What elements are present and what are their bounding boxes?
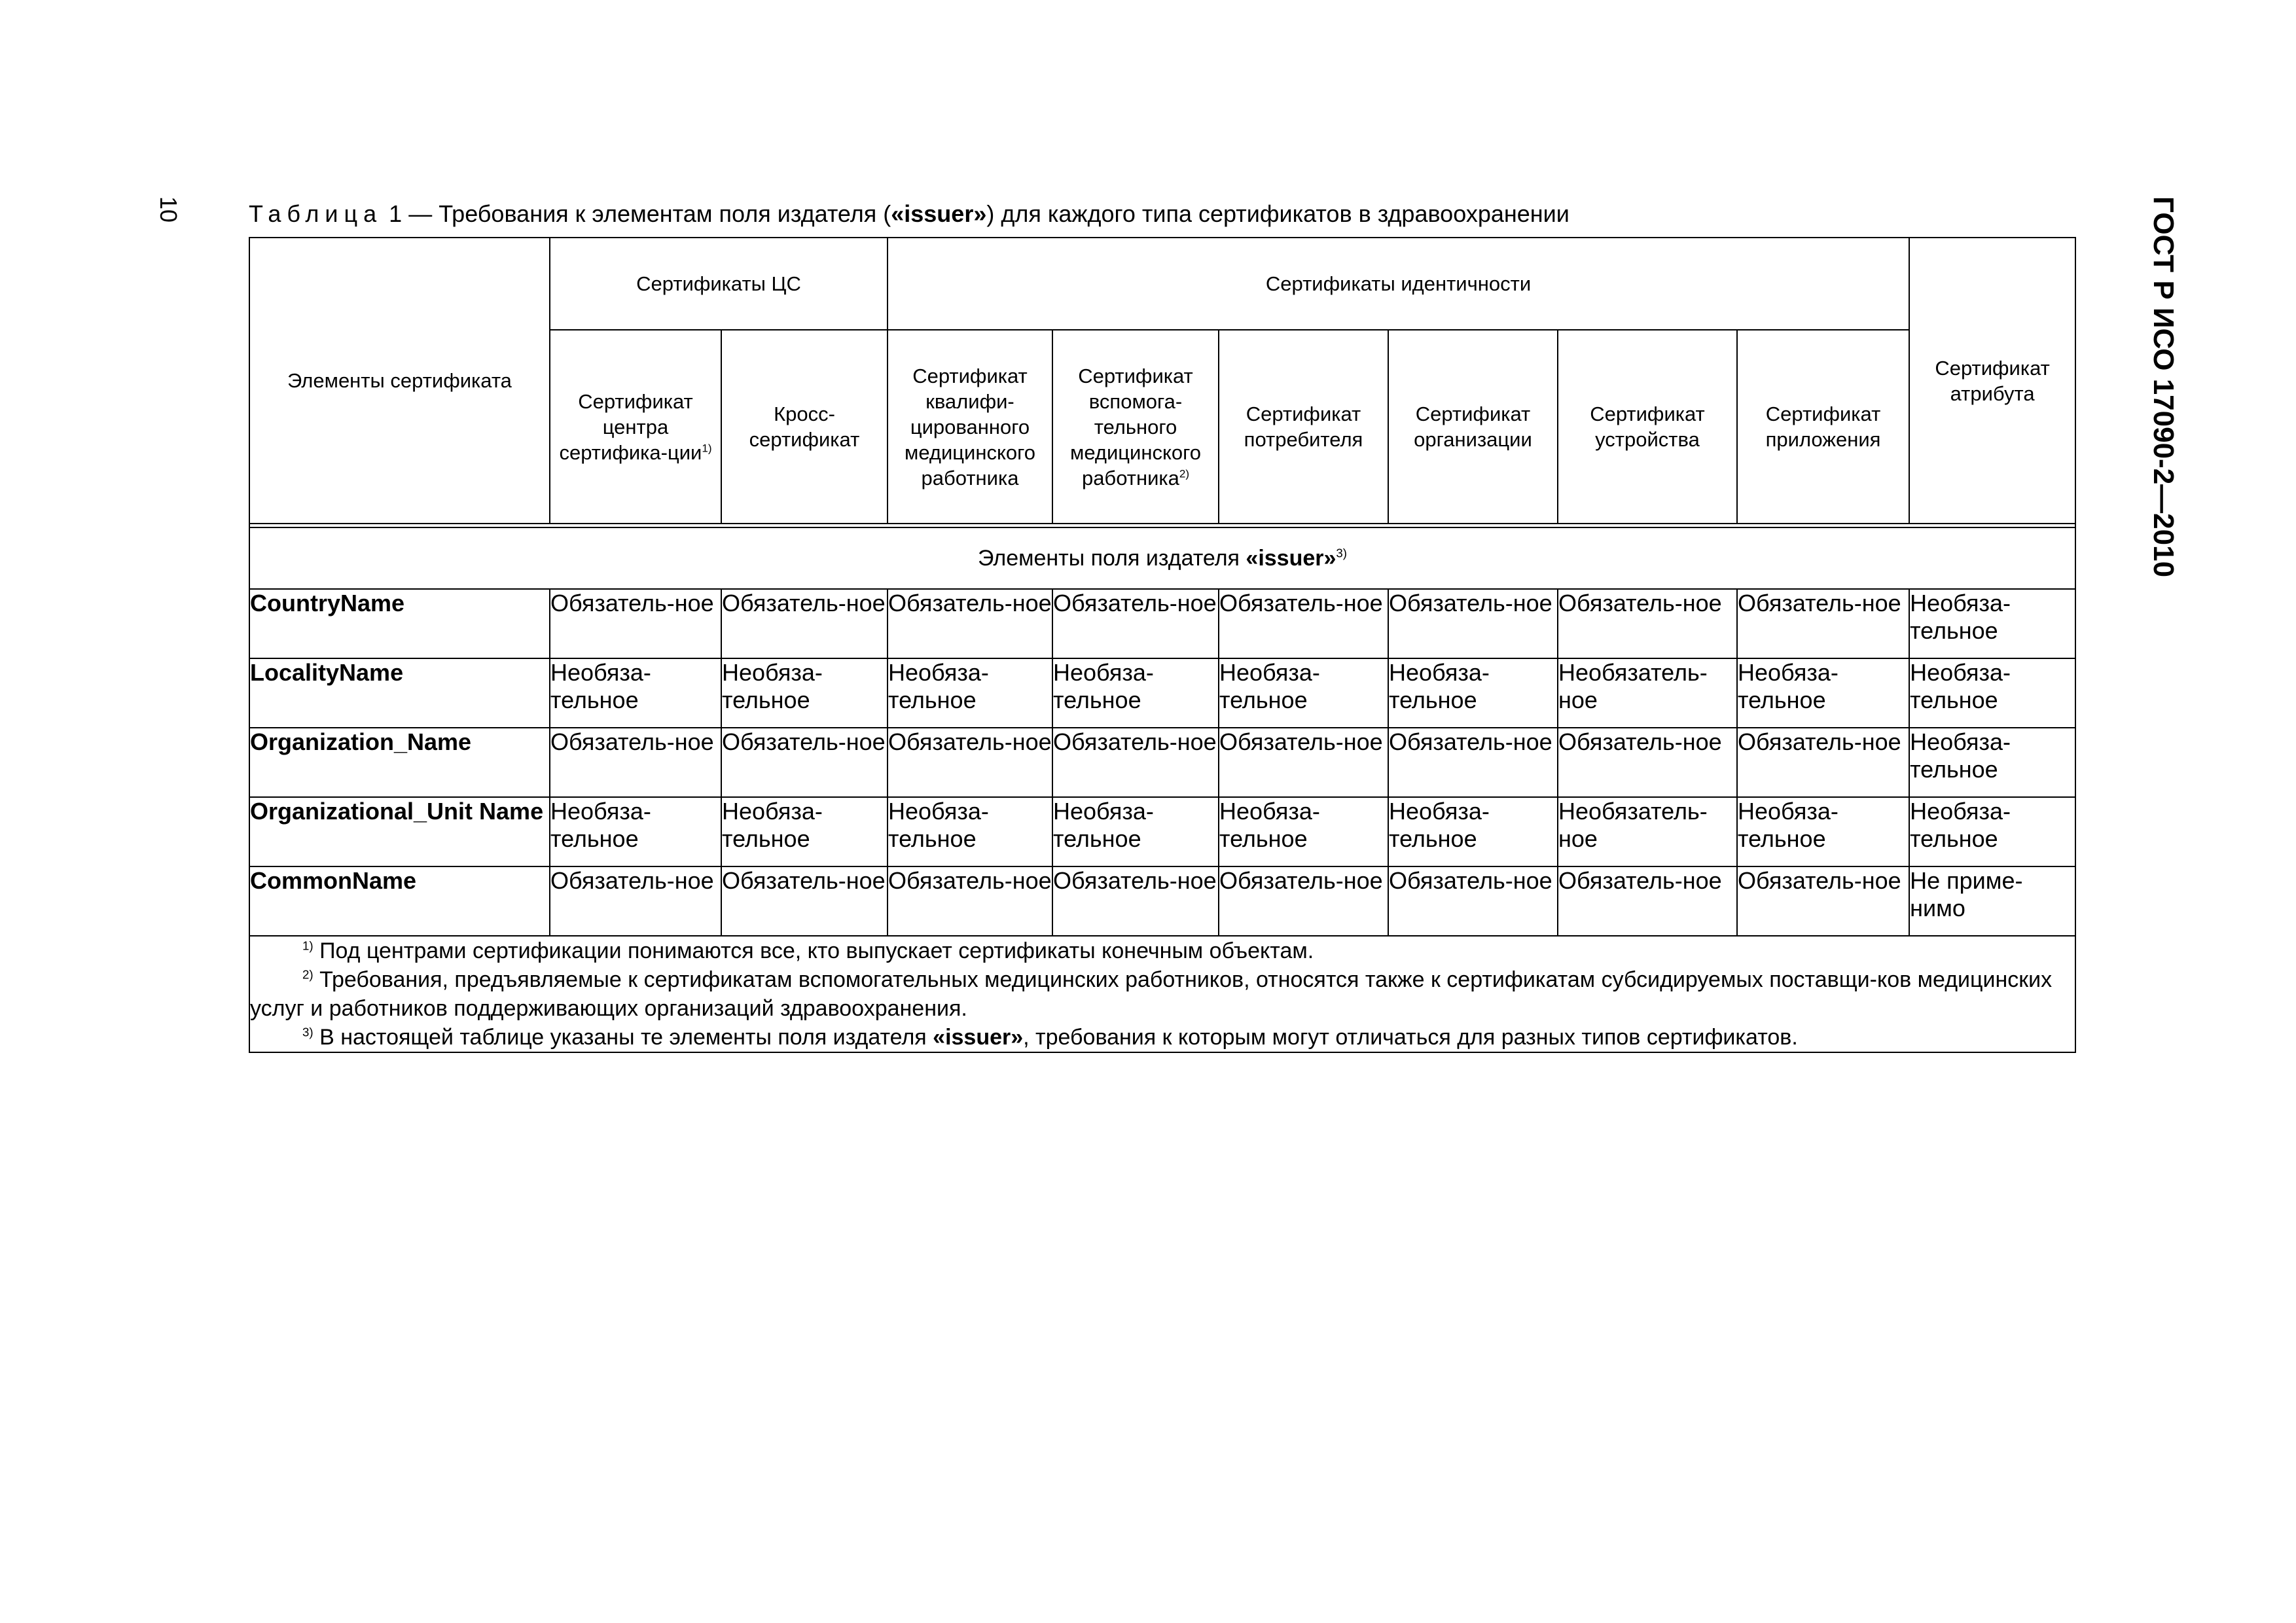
table-cell: Обязатель-ное — [1219, 866, 1388, 936]
footnote-mark: 2) — [302, 967, 314, 982]
header-group-identity: Сертификаты идентичности — [888, 238, 1909, 330]
table-cell: Обязатель-ное — [1558, 589, 1737, 658]
header-consumer: Сертификат потребителя — [1219, 330, 1388, 524]
header-device: Сертификат устройства — [1558, 330, 1737, 524]
table-cell: Необязатель-ное — [1558, 797, 1737, 866]
header-cross: Кросс-сертификат — [721, 330, 888, 524]
table-cell: Обязатель-ное — [1558, 866, 1737, 936]
table-cell: Обязатель-ное — [888, 866, 1052, 936]
table-row — [249, 658, 2075, 728]
table-cell: Необяза-тельное — [1909, 728, 2075, 797]
footnote-3 — [250, 1023, 2075, 1052]
table-cell: Обязатель-ное — [1737, 589, 1909, 658]
footnote-mark: 3) — [302, 1025, 314, 1039]
table-cell: Необяза-тельное — [721, 658, 888, 728]
table-cell: Обязатель-ное — [1052, 589, 1219, 658]
table-cell: Обязатель-ное — [1388, 866, 1558, 936]
table-cell: Необяза-тельное — [1219, 797, 1388, 866]
header-group-ca: Сертификаты ЦС — [550, 238, 888, 330]
table-cell: Обязатель-ное — [1219, 728, 1388, 797]
header-organization: Сертификат организации — [1388, 330, 1558, 524]
table-cell: Необяза-тельное — [1737, 658, 1909, 728]
table-cell: Обязатель-ное — [550, 728, 721, 797]
table-cell: Необяза-тельное — [1052, 658, 1219, 728]
table-cell: Обязатель-ное — [1052, 728, 1219, 797]
section-sup: 3) — [1336, 546, 1348, 560]
table-cell: Обязатель-ное — [550, 866, 721, 936]
table-cell: Обязатель-ное — [888, 589, 1052, 658]
caption-number-text: 1 — Требования к элементам поля издателя ( — [389, 200, 891, 227]
table-cell: Обязатель-ное — [1219, 589, 1388, 658]
footnotes — [249, 936, 2075, 1052]
section-title — [249, 527, 2075, 589]
header-auxiliary-sup: 2) — [1179, 467, 1190, 480]
table-cell: Обязатель-ное — [888, 728, 1052, 797]
header-attribute: Сертификат атрибута — [1909, 238, 2075, 524]
row-name-country: CountryName — [249, 589, 550, 658]
table-cell: Обязатель-ное — [721, 589, 888, 658]
table-cell: Необязатель-ное — [1558, 658, 1737, 728]
footnote-mark: 1) — [302, 938, 314, 953]
row-name-locality: LocalityName — [249, 658, 550, 728]
table-cell: Не приме-нимо — [1909, 866, 2075, 936]
table-cell: Обязатель-ное — [1737, 866, 1909, 936]
table-cell: Необяза-тельное — [1909, 797, 2075, 866]
row-name-organization: Organization_Name — [249, 728, 550, 797]
table-row — [249, 589, 2075, 658]
table-cell: Необяза-тельное — [721, 797, 888, 866]
row-name-common: CommonName — [249, 866, 550, 936]
header-ca-center-label: Сертификат центра сертифика-ции — [559, 389, 702, 464]
page-number: 10 — [155, 196, 182, 223]
caption-issuer: «issuer» — [891, 200, 987, 227]
caption-suffix: ) для каждого типа сертификатов в здравоохранении — [986, 200, 1570, 227]
table-cell: Обязатель-ное — [550, 589, 721, 658]
table-cell: Необяза-тельное — [888, 658, 1052, 728]
issuer-requirements-table — [249, 237, 2076, 1053]
header-auxiliary-label: Сертификат вспомога-тельного медицинского работника — [1070, 364, 1201, 490]
table-cell: Обязатель-ное — [1388, 728, 1558, 797]
section-text: Элементы поля издателя — [978, 545, 1246, 571]
table-cell: Обязатель-ное — [1558, 728, 1737, 797]
footnote-text-end: , требования к которым могут отличаться для разных типов сертификатов. — [1023, 1025, 1798, 1050]
table-cell: Необяза-тельное — [550, 658, 721, 728]
table-cell: Необяза-тельное — [1737, 797, 1909, 866]
table-cell: Необяза-тельное — [1219, 658, 1388, 728]
table-cell: Необяза-тельное — [1388, 797, 1558, 866]
header-qualified: Сертификат квалифи-цированного медицинского работника — [888, 330, 1052, 524]
table-cell: Необяза-тельное — [1909, 658, 2075, 728]
footnote-issuer: «issuer» — [933, 1025, 1024, 1050]
section-issuer: «issuer» — [1246, 545, 1336, 571]
footnote-text: Под центрами сертификации понимаются все, кто выпускает сертификаты конечным объектам. — [319, 938, 1314, 963]
table-cell: Обязатель-ное — [721, 866, 888, 936]
table-cell: Необяза-тельное — [550, 797, 721, 866]
table-cell: Необяза-тельное — [888, 797, 1052, 866]
table-cell: Обязатель-ное — [1388, 589, 1558, 658]
table-row — [249, 866, 2075, 936]
table-cell: Обязатель-ное — [721, 728, 888, 797]
table-cell: Необяза-тельное — [1909, 589, 2075, 658]
footnote-text: В настоящей таблице указаны те элементы поля издателя — [319, 1025, 933, 1050]
table-row — [249, 728, 2075, 797]
header-ca-center — [550, 330, 721, 524]
header-application: Сертификат приложения — [1737, 330, 1909, 524]
header-ca-center-sup: 1) — [702, 442, 712, 455]
table-cell: Необяза-тельное — [1052, 797, 1219, 866]
header-elements: Элементы сертификата — [249, 238, 550, 524]
table-cell: Необяза-тельное — [1388, 658, 1558, 728]
document-code: ГОСТ Р ИСО 17090-2—2010 — [2147, 196, 2179, 578]
footnote-2 — [250, 965, 2075, 1023]
table-cell: Обязатель-ное — [1052, 866, 1219, 936]
footnote-1 — [250, 936, 2075, 965]
caption-label: Таблица — [249, 200, 383, 227]
row-name-organizational-unit: Organizational_Unit Name — [249, 797, 550, 866]
header-auxiliary — [1052, 330, 1219, 524]
table-row — [249, 797, 2075, 866]
table-cell: Обязатель-ное — [1737, 728, 1909, 797]
footnote-text: Требования, предъявляемые к сертификатам вспомогательных медицинских работников, относятся также к сертификатам субсидируемых поставщи-ков медицинских услуг и работников поддерживающих организаций здравоохранения. — [250, 967, 2053, 1021]
table-caption — [249, 200, 1570, 228]
